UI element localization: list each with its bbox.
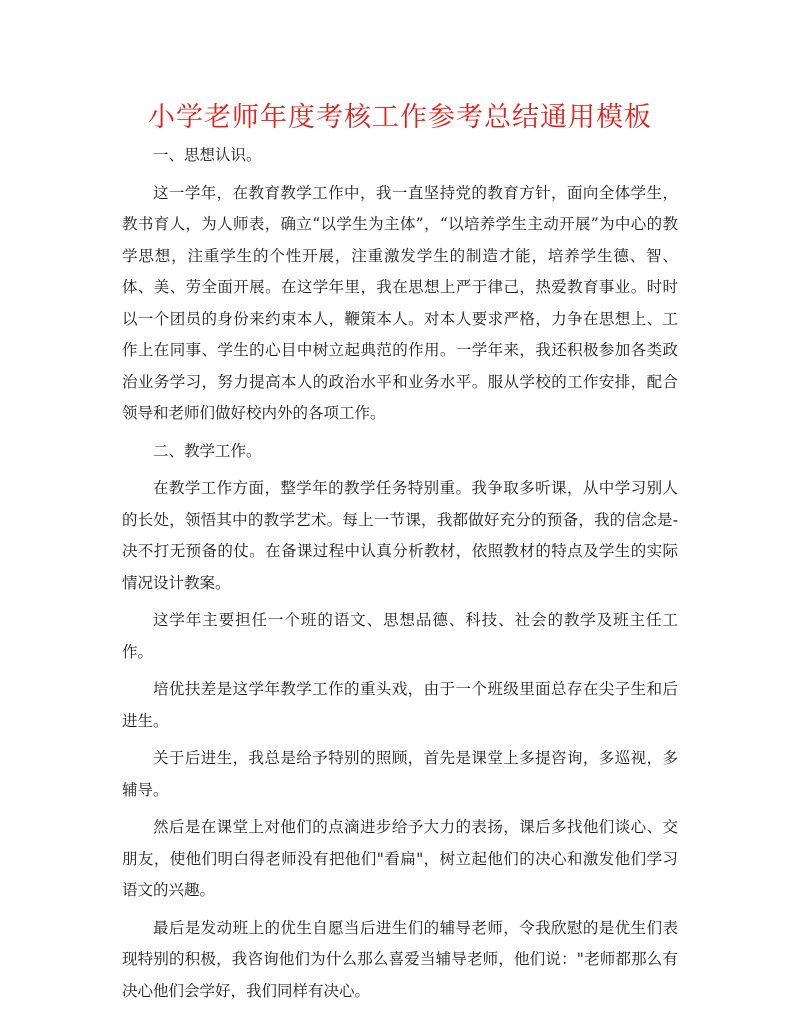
paragraph-thought: 这一学年，在教育教学工作中，我一直坚持党的教育方针，面向全体学生，教书育人，为人师表，确立“以学生为主体”，“以培养学生主动开展”为中心的教学思想，注重学生的个性开展，注重激发学生的制造才能，培养学生德、智、体、美、劳全面开展。在这学年里，我在思想上严于律己，热爱教育事业。时时以一个团员的身份来约束本人，鞭策本人。对本人要求严格，力争在思想上、工作上在同事、学生的心目中树立起典范的作用。一学年来，我还积极参加各类政治业务学习，努力提高本人的政治水平和业务水平。服从学校的工作安排，配合领导和老师们做好校内外的各项工作。 <box>122 183 678 422</box>
document-title: 小学老师年度考核工作参考总结通用模板 <box>148 102 652 133</box>
paragraph-teaching-4: 关于后进生，我总是给予特别的照顾，首先是课堂上多提咨询，多巡视，多辅导。 <box>122 749 678 799</box>
section-heading-teaching: 二、教学工作。 <box>153 441 262 460</box>
paragraph-teaching-3: 培优扶差是这学年教学工作的重头戏，由于一个班级里面总存在尖子生和后进生。 <box>122 680 678 730</box>
section-heading-thought: 一、思想认识。 <box>153 146 262 164</box>
paragraph-teaching-2: 这学年主要担任一个班的语文、思想品德、科技、社会的教学及班主任工作。 <box>122 611 678 661</box>
paragraph-teaching-1: 在教学工作方面，整学年的教学任务特别重。我争取多听课，从中学习别人的长处，领悟其中的教学艺术。每上一节课，我都做好充分的预备，我的信念是-决不打无预备的仗。在备课过程中认真分析教材，依照教材的特点及学生的实际情况设计教案。 <box>122 479 678 592</box>
paragraph-teaching-6: 最后是发动班上的优生自愿当后进生们的辅导老师，令我欣慰的是优生们表现特别的积极，我咨询他们为什么那么喜爱当辅导老师，他们说："老师都那么有决心他们会学好，我们同样有决心。 <box>122 918 678 1000</box>
document-body <box>122 140 678 1013</box>
paragraph-teaching-5: 然后是在课堂上对他们的点滴进步给予大力的表扬，课后多找他们谈心、交朋友，使他们明白得老师没有把他们"看扁"，树立起他们的决心和激发他们学习语文的兴趣。 <box>122 818 678 899</box>
